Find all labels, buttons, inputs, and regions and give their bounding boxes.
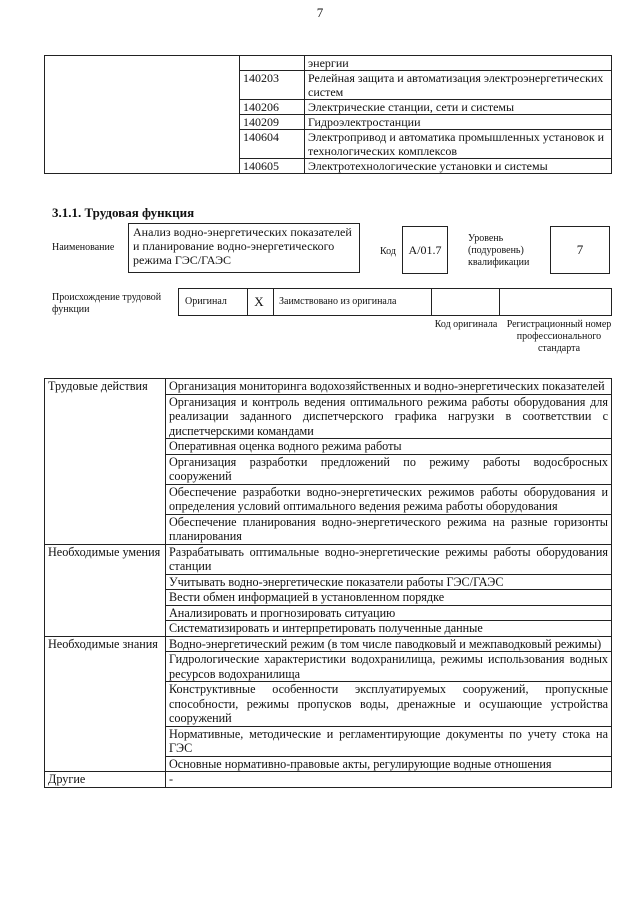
original-label: Оригинал — [185, 296, 227, 307]
section-item: Конструктивные особенности эксплуатируемых сооружений, пропускные способности, режимы пропусков воды, дренажные и осушающие устройства сооружений — [166, 682, 612, 727]
section-title: Необходимые умения — [45, 544, 166, 636]
section-item: Разрабатывать оптимальные водно-энергетические режимы работы оборудования станции — [166, 544, 612, 574]
specialty-name: Электропривод и автоматика промышленных установок и технологических комплексов — [305, 130, 612, 159]
reg-number-label: Регистрационный номер профессионального стандарта — [506, 319, 612, 354]
specialty-code: 140203 — [240, 71, 305, 100]
table-row — [45, 772, 612, 788]
specialty-code: 140209 — [240, 115, 305, 130]
section-heading: 3.1.1. Трудовая функция — [52, 205, 195, 220]
section-item: Основные нормативно-правовые акты, регулирующие водные отношения — [166, 756, 612, 772]
section-title: Трудовые действия — [45, 379, 166, 545]
labor-function-table — [44, 378, 612, 788]
section-item: Водно-энергетический режим (в том числе паводковый и межпаводковый режимы) — [166, 636, 612, 652]
section-item: Нормативные, методические и регламентирующие документы по учету стока на ГЭС — [166, 726, 612, 756]
name-label: Наименование — [52, 242, 115, 253]
function-name-box — [128, 223, 360, 273]
specialty-name: Релейная защита и автоматизация электроэнергетических систем — [305, 71, 612, 100]
specialty-code: 140605 — [240, 159, 305, 174]
section-item: Вести обмен информацией в установленном порядке — [166, 590, 612, 606]
table-row — [45, 636, 612, 652]
specialty-name: Электрические станции, сети и системы — [305, 100, 612, 115]
section-item: Систематизировать и интерпретировать полученные данные — [166, 621, 612, 637]
orig-code-label: Код оригинала — [434, 319, 498, 330]
code-box — [402, 226, 448, 274]
section-title: Другие — [45, 772, 166, 788]
section-item: Анализировать и прогнозировать ситуацию — [166, 605, 612, 621]
function-name-value: Анализ водно-энергетических показателей и планирование водно-энергетического режима ГЭС/ГАЭС — [133, 225, 352, 267]
origin-label: Происхождение трудовой функции — [52, 292, 162, 315]
section-item: Оперативная оценка водного режима работы — [166, 439, 612, 455]
section-item: Организация мониторинга водохозяйственных и водно-энергетических показателей — [166, 379, 612, 395]
specialty-code: 140206 — [240, 100, 305, 115]
divider — [273, 289, 274, 315]
section-item: Учитывать водно-энергетические показатели работы ГЭС/ГАЭС — [166, 574, 612, 590]
section-item: Организация и контроль ведения оптимального режима работы оборудования для реализации заданного диспетчерского графика нагрузки в соответствии с диспетчерскими командами — [166, 394, 612, 439]
page-number: 7 — [316, 5, 324, 20]
section-item: Гидрологические характеристики водохранилища, режимы использования водных ресурсов водохранилища — [166, 652, 612, 682]
code-value: A/01.7 — [408, 243, 442, 257]
table-row — [45, 544, 612, 574]
original-mark: Х — [254, 294, 264, 309]
borrowed-label: Заимствовано из оригинала — [279, 296, 397, 307]
section-title: Необходимые знания — [45, 636, 166, 772]
section-item: Обеспечение разработки водно-энергетических режимов работы оборудования и определения условий оптимального ведения режима работы оборудования — [166, 484, 612, 514]
empty-cell — [45, 56, 240, 174]
divider — [247, 289, 248, 315]
level-box — [550, 226, 610, 274]
specialty-code: 140604 — [240, 130, 305, 159]
section-item: Обеспечение планирования водно-энергетического режима на разные горизонты планирования — [166, 514, 612, 544]
origin-box — [178, 288, 612, 316]
divider — [431, 289, 432, 315]
code-label: Код — [380, 246, 396, 257]
specialty-name: Гидроэлектростанции — [305, 115, 612, 130]
section-item: Организация разработки предложений по режиму работы водосбросных сооружений — [166, 454, 612, 484]
level-value: 7 — [576, 242, 584, 257]
level-label: Уровень (подуровень) квалификации — [468, 233, 530, 268]
specialty-code — [240, 56, 305, 71]
specialty-name: Электротехнологические установки и системы — [305, 159, 612, 174]
divider — [499, 289, 500, 315]
table-row — [45, 379, 612, 395]
section-item: - — [166, 772, 612, 788]
specialties-table — [44, 55, 612, 174]
specialty-row — [45, 56, 612, 71]
specialty-name: энергии — [305, 56, 612, 71]
